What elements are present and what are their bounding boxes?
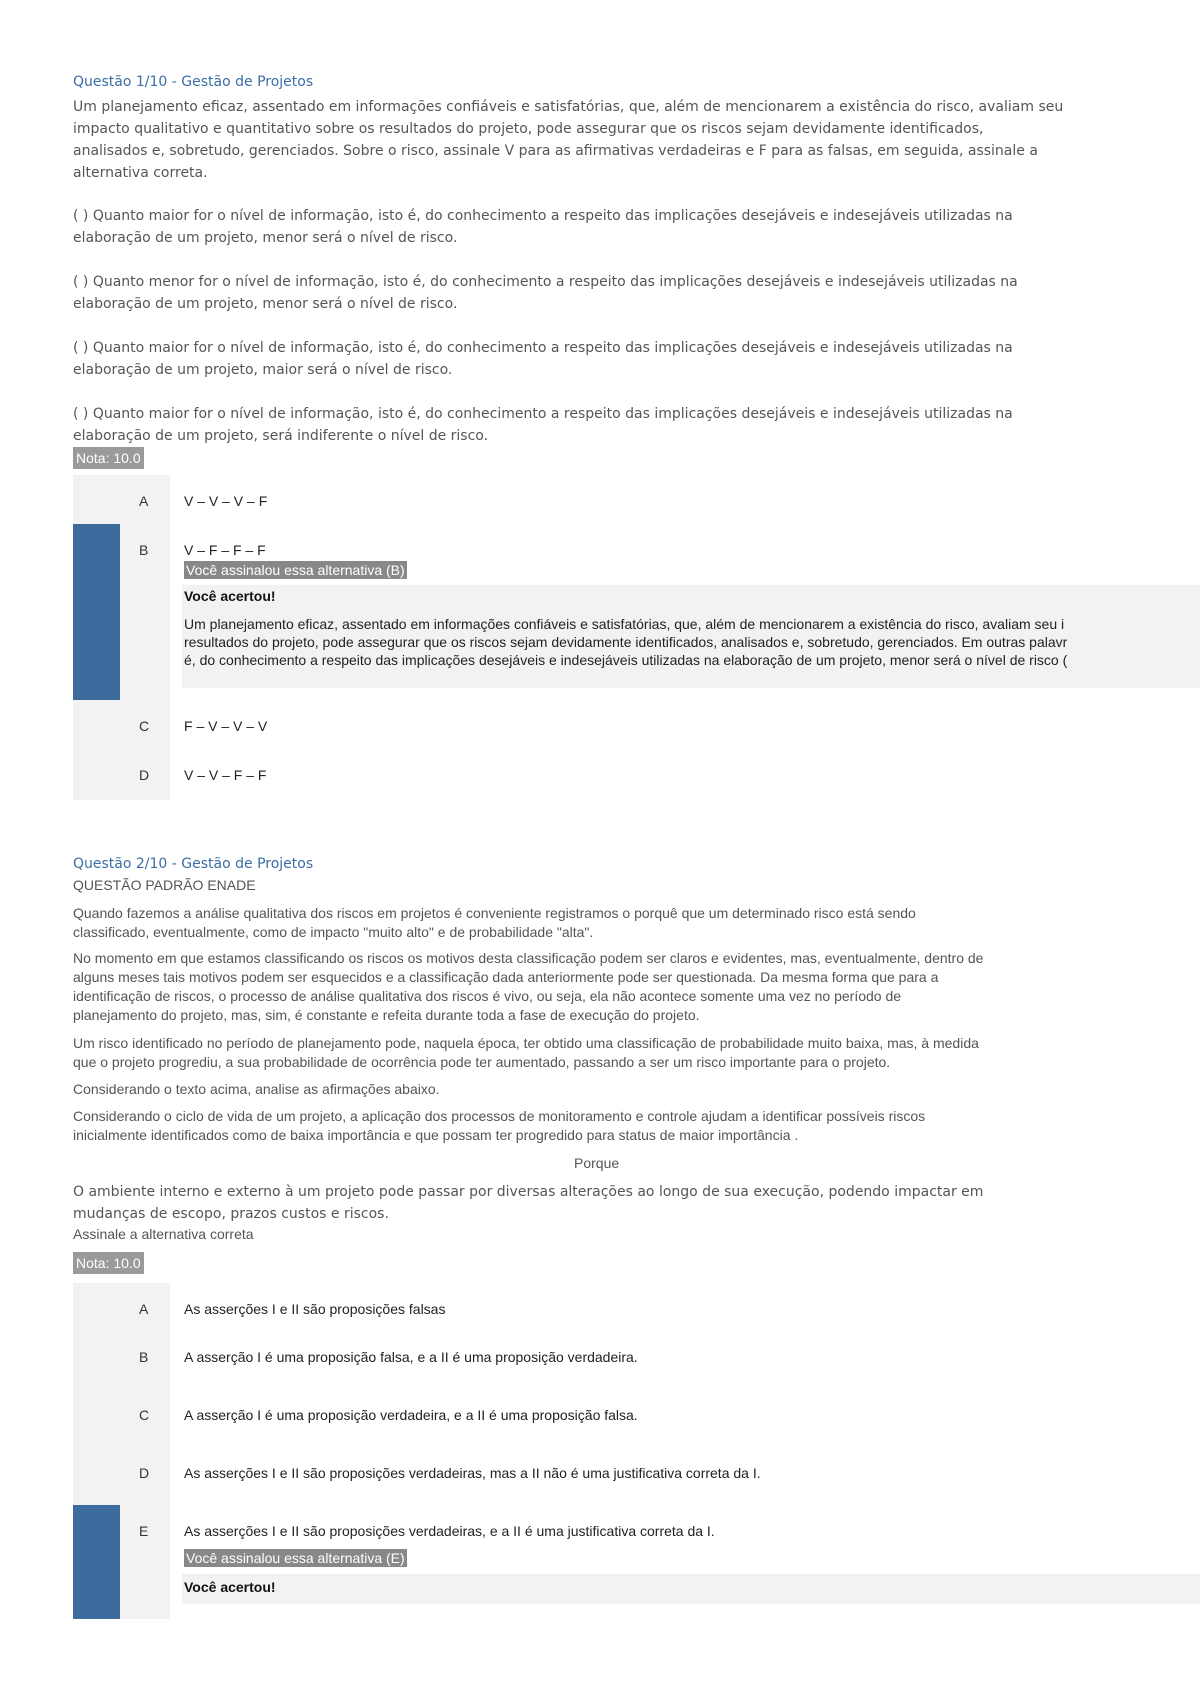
- selected-answer-label: Você assinalou essa alternativa (E): [186, 1550, 405, 1566]
- question-body-line: alternativa correta.: [73, 165, 208, 181]
- feedback-text-line: é, do conhecimento a respeito das implicações desejáveis e indesejáveis utilizadas na elaboração de um projeto, menor será o nível de risco (: [184, 652, 1068, 668]
- paragraph-line: classificado, eventualmente, como de impacto "muito alto" e de probabilidade "alta".: [73, 924, 594, 940]
- option-text: As asserções I e II são proposições falsas: [184, 1301, 446, 1317]
- paragraph-line: planejamento do projeto, mas, sim, é constante e refeita durante toda a fase de execução do projeto.: [73, 1007, 700, 1023]
- statement-line: elaboração de um projeto, menor será o nível de risco.: [73, 296, 458, 312]
- question-body-line: Um planejamento eficaz, assentado em informações confiáveis e satisfatórias, que, além de mencionarem a existência do risco, avaliam seu: [73, 99, 1064, 115]
- statement-line: elaboração de um projeto, será indiferente o nível de risco.: [73, 428, 489, 444]
- option-letter: C: [139, 718, 150, 734]
- option-letter: A: [139, 493, 149, 509]
- assertion-line: mudanças de escopo, prazos custos e riscos.: [73, 1206, 389, 1222]
- question-title: Questão 2/10 - Gestão de Projetos: [73, 856, 314, 872]
- option-text: As asserções I e II são proposições verdadeiras, mas a II não é uma justificativa correta da I.: [184, 1465, 761, 1481]
- option-text: As asserções I e II são proposições verdadeiras, e a II é uma justificativa correta da I.: [184, 1523, 715, 1539]
- option-letter: B: [139, 542, 149, 558]
- paragraph-line: Considerando o texto acima, analise as afirmações abaixo.: [73, 1081, 440, 1097]
- option-text: V – F – F – F: [184, 542, 266, 558]
- selected-answer-label: Você assinalou essa alternativa (B): [186, 562, 405, 578]
- statement-line: ( ) Quanto menor for o nível de informação, isto é, do conhecimento a respeito das implicações desejáveis e indesejáveis utilizadas na: [73, 274, 1018, 290]
- option-letter: C: [139, 1407, 150, 1423]
- score-badge: Nota: 10.0: [73, 1252, 144, 1274]
- option-letter: B: [139, 1349, 149, 1365]
- paragraph-line: Considerando o ciclo de vida de um projeto, a aplicação dos processos de monitoramento e controle ajudam a identificar possíveis riscos: [73, 1108, 926, 1124]
- feedback-text-line: Um planejamento eficaz, assentado em informações confiáveis e satisfatórias, que, além de mencionarem a existência do risco, avaliam seu i: [184, 616, 1065, 632]
- statement-line: elaboração de um projeto, maior será o nível de risco.: [73, 362, 453, 378]
- porque-label: Porque: [574, 1155, 620, 1171]
- instruction-text: Assinale a alternativa correta: [73, 1226, 254, 1242]
- paragraph-line: alguns meses tais motivos podem ser esquecidos e a classificação dada anteriormente pode ser questionada. Da mesma forma que para a: [73, 969, 939, 985]
- paragraph-line: identificação de riscos, o processo de análise qualitativa dos riscos é vivo, ou seja, ela não acontece somente uma vez no período de: [73, 988, 902, 1004]
- option-text: V – V – V – F: [184, 493, 268, 509]
- score-badge: Nota: 10.0: [73, 447, 144, 469]
- paragraph-line: No momento em que estamos classificando os riscos os motivos desta classificação podem ser claros e evidentes, mas, eventualmente, dentro de: [73, 950, 984, 966]
- paragraph-line: Um risco identificado no período de planejamento pode, naquela época, ter obtido uma classificação de probabilidade muito baixa, mas, à medida: [73, 1035, 979, 1051]
- statement-line: ( ) Quanto maior for o nível de informação, isto é, do conhecimento a respeito das implicações desejáveis e indesejáveis utilizadas na: [73, 340, 1013, 356]
- statement-line: ( ) Quanto maior for o nível de informação, isto é, do conhecimento a respeito das implicações desejáveis e indesejáveis utilizadas na: [73, 208, 1013, 224]
- option-text: F – V – V – V: [184, 718, 268, 734]
- paragraph-line: Quando fazemos a análise qualitativa dos riscos em projetos é conveniente registramos o porquê que um determinado risco está sendo: [73, 905, 916, 921]
- assertion-line: O ambiente interno e externo à um projeto pode passar por diversas alterações ao longo de sua execução, podendo impactar em: [73, 1184, 984, 1200]
- paragraph-line: que o projeto progrediu, a sua probabilidade de ocorrência pode ter aumentado, passando a ser um risco importante para o projeto.: [73, 1054, 891, 1070]
- option-letter: D: [139, 1465, 150, 1481]
- feedback-text-line: resultados do projeto, pode assegurar que os riscos sejam devidamente identificados, analisados e, sobretudo, gerenciados. Em outras palavr: [184, 634, 1068, 650]
- feedback-title: Você acertou!: [184, 1579, 276, 1595]
- question-subtitle: QUESTÃO PADRÃO ENADE: [73, 877, 256, 893]
- option-text: A asserção I é uma proposição falsa, e a II é uma proposição verdadeira.: [184, 1349, 638, 1365]
- feedback-box: [182, 1574, 1200, 1604]
- paragraph-line: inicialmente identificados como de baixa importância e que possam ter progredido para status de maior importância .: [73, 1127, 799, 1143]
- question-body-line: impacto qualitativo e quantitativo sobre os resultados do projeto, pode assegurar que os riscos sejam devidamente identificados,: [73, 121, 984, 137]
- option-letter: A: [139, 1301, 149, 1317]
- option-text: A asserção I é uma proposição verdadeira, e a II é uma proposição falsa.: [184, 1407, 638, 1423]
- feedback-title: Você acertou!: [184, 588, 276, 604]
- statement-line: ( ) Quanto maior for o nível de informação, isto é, do conhecimento a respeito das implicações desejáveis e indesejáveis utilizadas na: [73, 406, 1013, 422]
- statement-line: elaboração de um projeto, menor será o nível de risco.: [73, 230, 458, 246]
- option-letter: E: [139, 1523, 149, 1539]
- option-letter: D: [139, 767, 150, 783]
- selected-indicator: [73, 524, 120, 700]
- question-title: Questão 1/10 - Gestão de Projetos: [73, 74, 314, 90]
- selected-indicator: [73, 1505, 120, 1619]
- question-body-line: analisados e, sobretudo, gerenciados. Sobre o risco, assinale V para as afirmativas verdadeiras e F para as falsas, em seguida, assinale a: [73, 143, 1038, 159]
- option-text: V – V – F – F: [184, 767, 267, 783]
